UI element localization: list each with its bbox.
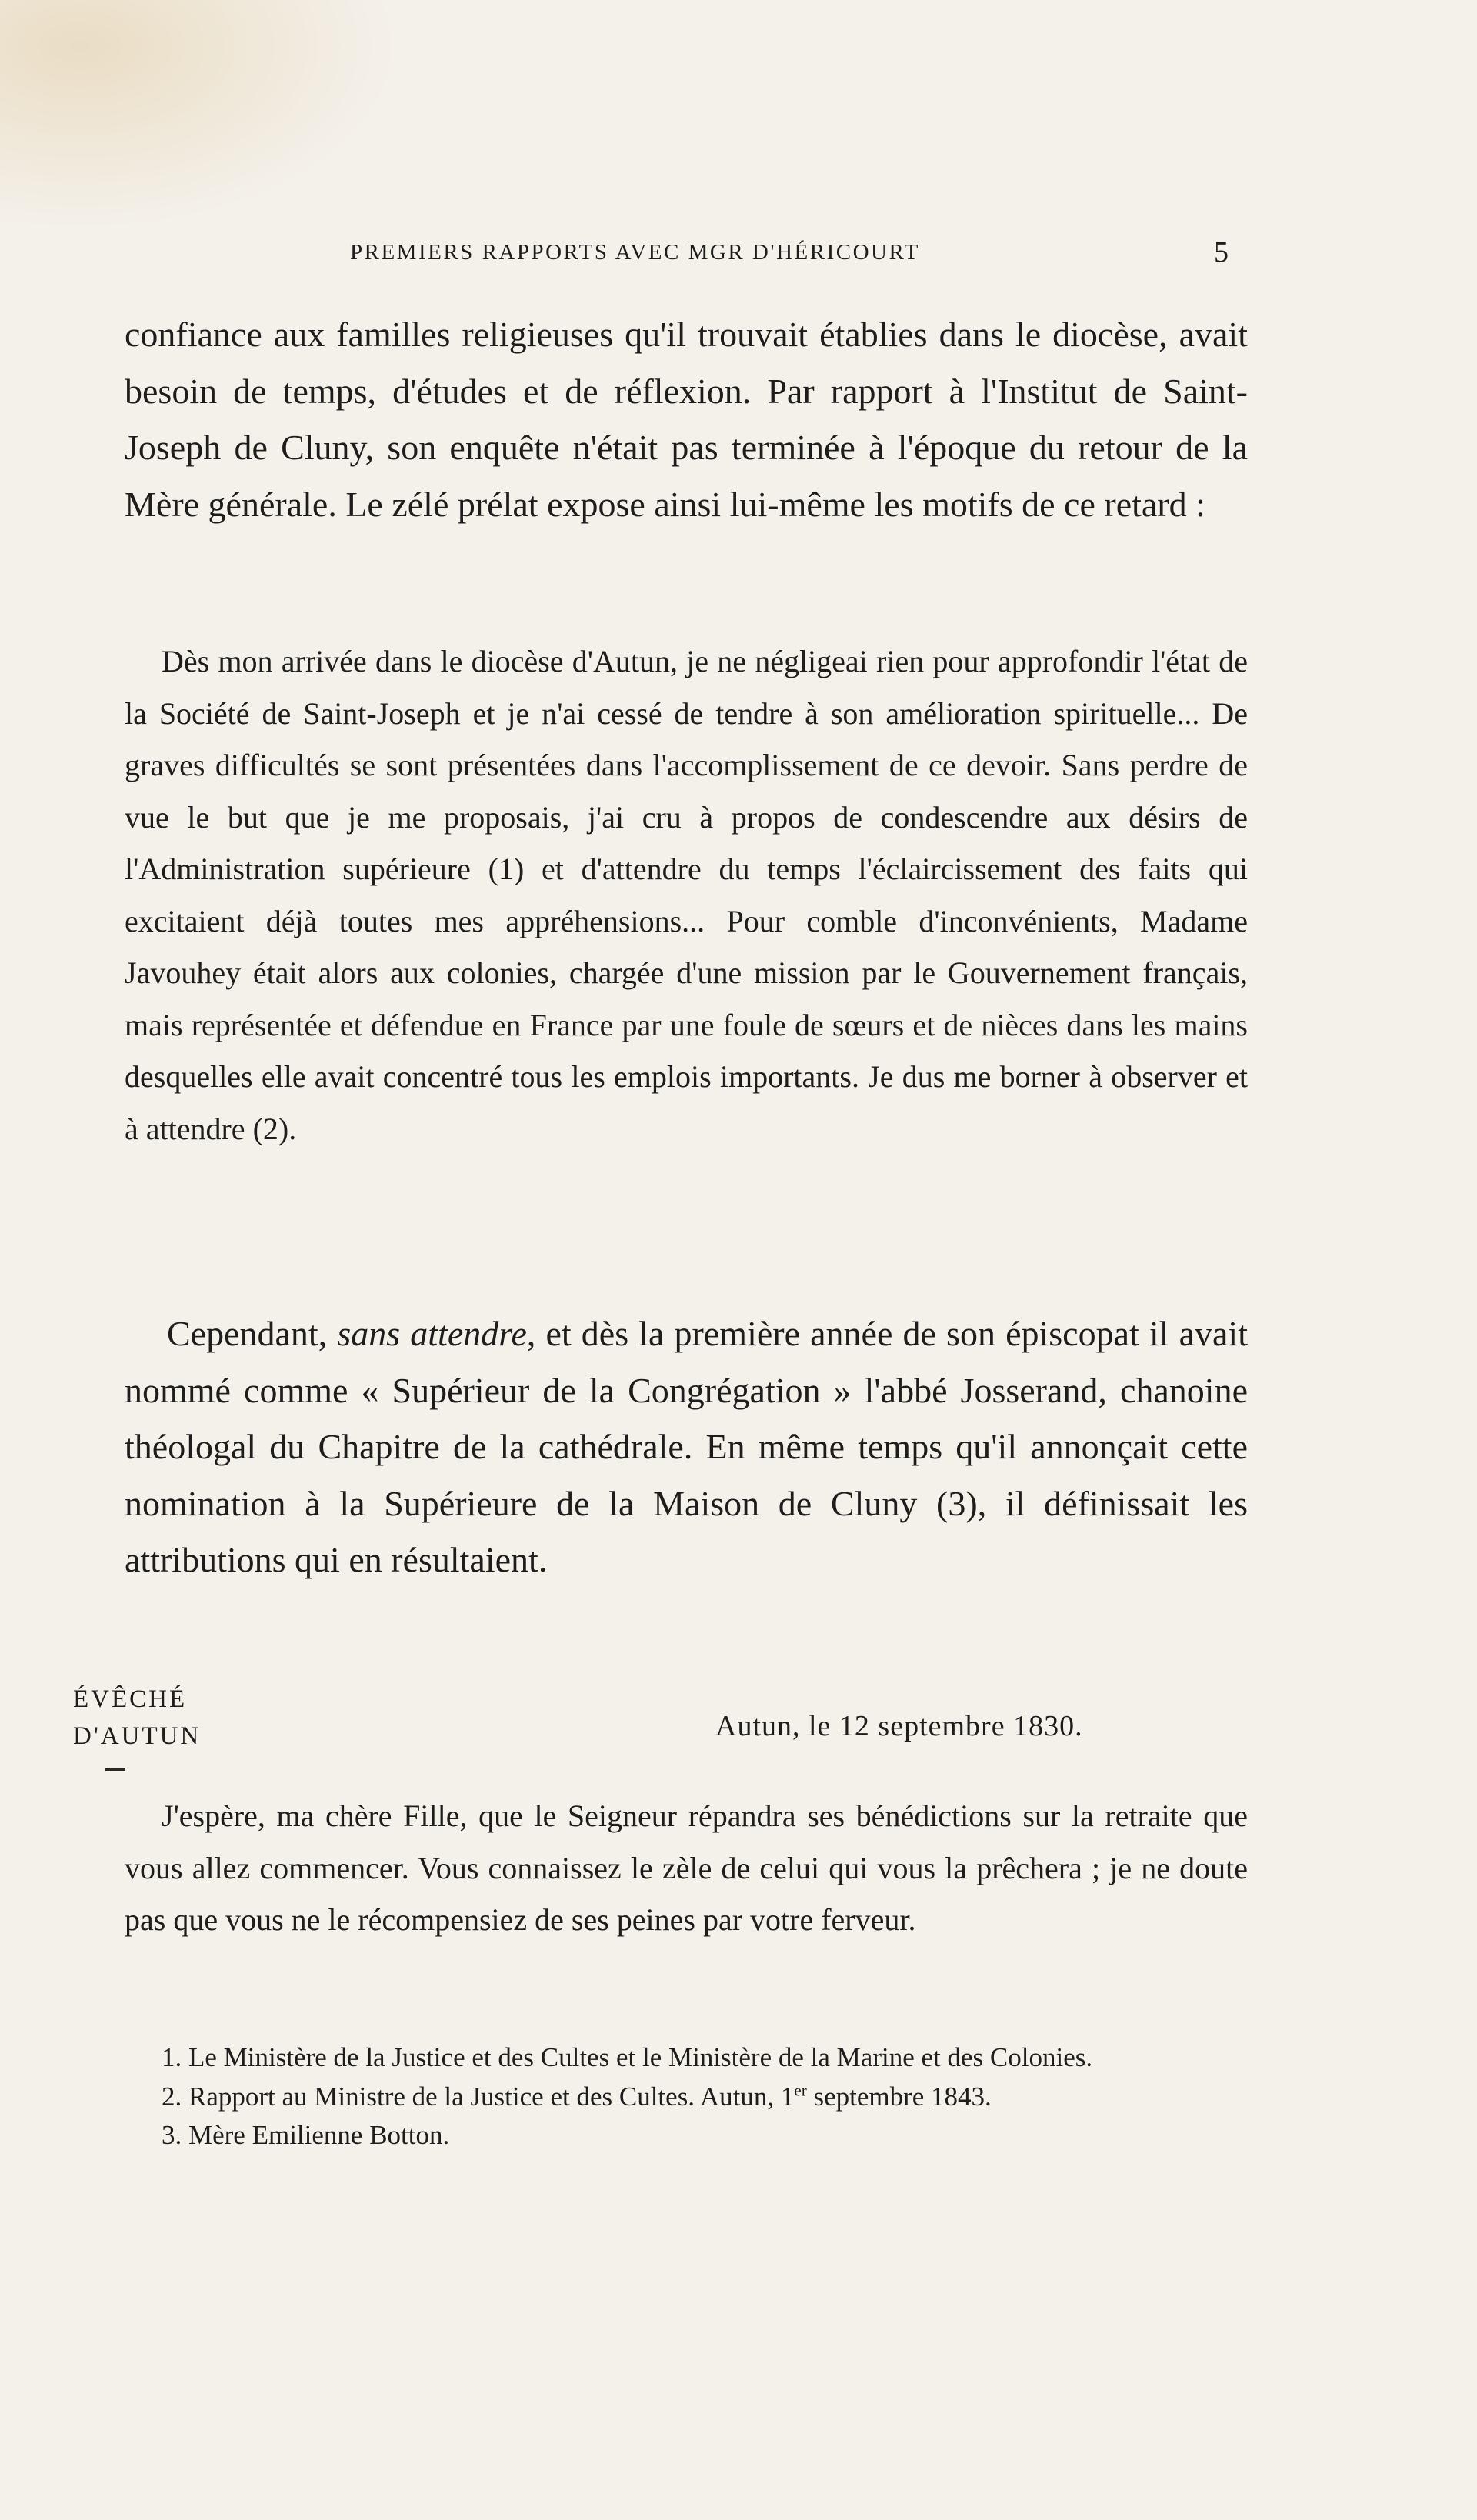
footnote-3: 3. Mère Emilienne Botton. <box>162 2120 450 2150</box>
letterhead <box>73 1681 201 1771</box>
running-title: PREMIERS RAPPORTS AVEC MGR D'HÉRICOURT <box>350 240 920 265</box>
footnotes <box>125 2040 1248 2157</box>
letter-body: J'espère, ma chère Fille, que le Seigneur répandra ses bénédictions sur la retraite que vous allez commencer. Vous connaissez le zèle de celui qui vous la prêchera ; je ne doute pas que vous ne le récompensiez de ses peines par votre ferveur. <box>125 1798 1248 1937</box>
footnote-2-start: 2. Rapport au Ministre de la Justice et des Cultes. Autun, 1 <box>162 2081 795 2112</box>
paragraph-2-start: Cependant, <box>167 1314 338 1353</box>
page-number: 5 <box>1214 236 1229 268</box>
paragraph-2-rest: , et dès la première année de son épiscopat il avait nommé comme « Supérieur de la Congrégation » l'abbé Josserand, chanoine théologal du Chapitre de la cathédrale. En même temps qu'il annonçait cette nomination à la Supérieure de la Maison de Cluny (3), il définissait les attributions qui en résultaient. <box>125 1314 1248 1579</box>
quoted-letter-excerpt: Dès mon arrivée dans le diocèse d'Autun, je ne négligeai rien pour approfondir l'état de la Société de Saint-Joseph et je n'ai cessé de tendre à son amélioration spirituelle... De graves difficultés se sont présentées dans l'accomplissement de ce devoir. Sans perdre de vue le but que je me proposais, j'ai cru à propos de condescendre aux désirs de l'Administration supérieure (1) et d'attendre du temps l'éclaircissement des faits qui excitaient déjà toutes mes appréhensions... Pour comble d'inconvénients, Madame Javouhey était alors aux colonies, chargée d'une mission par le Gouvernement français, mais représentée et défendue en France par une foule de sœurs et de nièces dans les mains desquelles elle avait concentré tous les emplois importants. Je dus me borner à observer et à attendre (2). <box>125 644 1248 1146</box>
footnote-2-sup: er <box>794 2080 807 2099</box>
footnote-1: 1. Le Ministère de la Justice et des Cultes et le Ministère de la Marine et des Colonies. <box>162 2042 1093 2072</box>
letterhead-line-1: ÉVÊCHÉ <box>73 1685 188 1713</box>
paragraph-1: confiance aux familles religieuses qu'il trouvait établies dans le diocèse, avait besoin de temps, d'études et de réflexion. Par rapport à l'Institut de Saint-Joseph de Cluny, son enquête n'était pas terminée à l'époque du retour de la Mère générale. Le zélé prélat expose ainsi lui-même les motifs de ce retard : <box>125 315 1248 524</box>
footnote-2-rest: septembre 1843. <box>806 2081 992 2112</box>
letter-dateline: Autun, le 12 septembre 1830. <box>715 1710 1083 1742</box>
footnote-2 <box>125 2079 1248 2115</box>
letterhead-line-2: D'AUTUN <box>73 1722 202 1750</box>
paragraph-2-italic: sans attendre <box>337 1314 527 1353</box>
paragraph-2 <box>125 1305 1248 1588</box>
letterhead-rule <box>105 1768 125 1771</box>
